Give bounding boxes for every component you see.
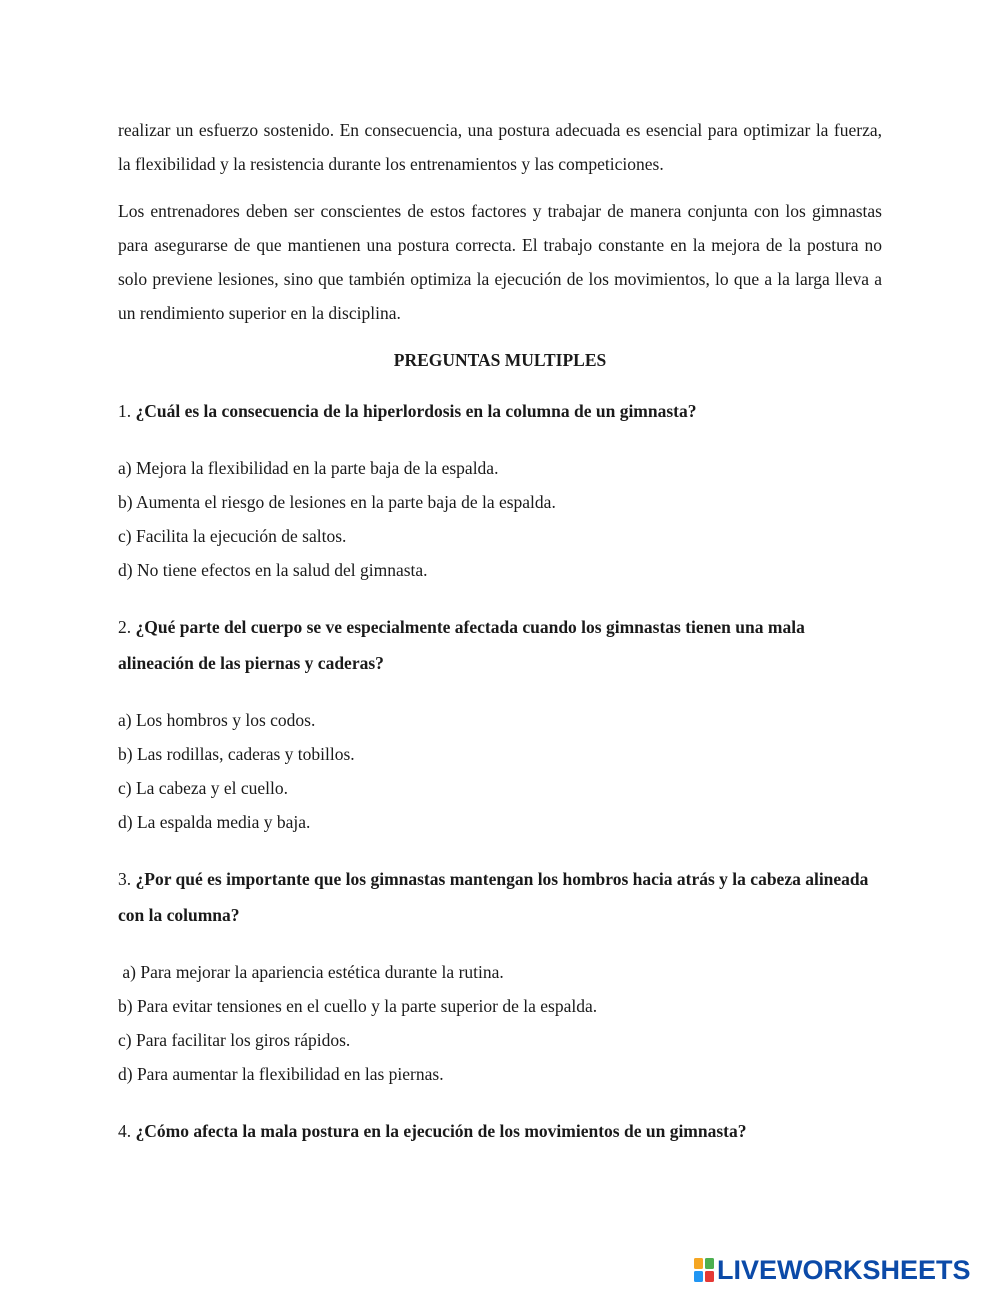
question-number: 2. [118,617,132,637]
question-3 [118,861,882,933]
question-number: 1. [118,401,132,421]
option-a[interactable]: a) Para mejorar la apariencia estética durante la rutina. [118,962,504,982]
option-d[interactable]: d) No tiene efectos en la salud del gimnasta. [118,560,428,580]
document-page [118,113,882,1149]
question-1 [118,393,882,429]
intro-paragraph-1: realizar un esfuerzo sostenido. En consecuencia, una postura adecuada es esencial para optimizar la fuerza, la flexibilidad y la resistencia durante los entrenamientos y las competiciones. [118,120,882,174]
logo-text: LIVEWORKSHEETS [717,1254,971,1285]
question-text: ¿Qué parte del cuerpo se ve especialmente afectada cuando los gimnastas tienen una mala alineación de las piernas y caderas? [118,617,805,673]
question-2-options [118,703,882,839]
question-3-options [118,955,882,1091]
question-text: ¿Cuál es la consecuencia de la hiperlordosis en la columna de un gimnasta? [135,401,697,421]
option-b[interactable]: b) Las rodillas, caderas y tobillos. [118,744,355,764]
liveworksheets-logo[interactable] [693,1255,971,1285]
option-a[interactable]: a) Los hombros y los codos. [118,710,316,730]
option-a[interactable]: a) Mejora la flexibilidad en la parte baja de la espalda. [118,458,499,478]
liveworksheets-logo-icon [693,1257,715,1283]
question-2 [118,609,882,681]
section-title: PREGUNTAS MULTIPLES [393,350,607,370]
question-4 [118,1113,882,1149]
option-d[interactable]: d) La espalda media y baja. [118,812,311,832]
option-b[interactable]: b) Aumenta el riesgo de lesiones en la parte baja de la espalda. [118,492,556,512]
option-b[interactable]: b) Para evitar tensiones en el cuello y la parte superior de la espalda. [118,996,598,1016]
option-d[interactable]: d) Para aumentar la flexibilidad en las piernas. [118,1064,444,1084]
question-number: 3. [118,869,132,889]
option-c[interactable]: c) Para facilitar los giros rápidos. [118,1030,351,1050]
intro-paragraph-2: Los entrenadores deben ser conscientes de estos factores y trabajar de manera conjunta con los gimnastas para asegurarse de que mantienen una postura correcta. El trabajo constante en la mejora de la postura no solo previene lesiones, sino que también optimiza la ejecución de los movimientos, lo que a la larga lleva a un rendimiento superior en la disciplina. [118,201,882,323]
question-number: 4. [118,1121,132,1141]
option-c[interactable]: c) Facilita la ejecución de saltos. [118,526,347,546]
question-text: ¿Por qué es importante que los gimnastas mantengan los hombros hacia atrás y la cabeza alineada con la columna? [118,869,869,925]
option-c[interactable]: c) La cabeza y el cuello. [118,778,289,798]
question-1-options [118,451,882,587]
question-text: ¿Cómo afecta la mala postura en la ejecución de los movimientos de un gimnasta? [135,1121,747,1141]
